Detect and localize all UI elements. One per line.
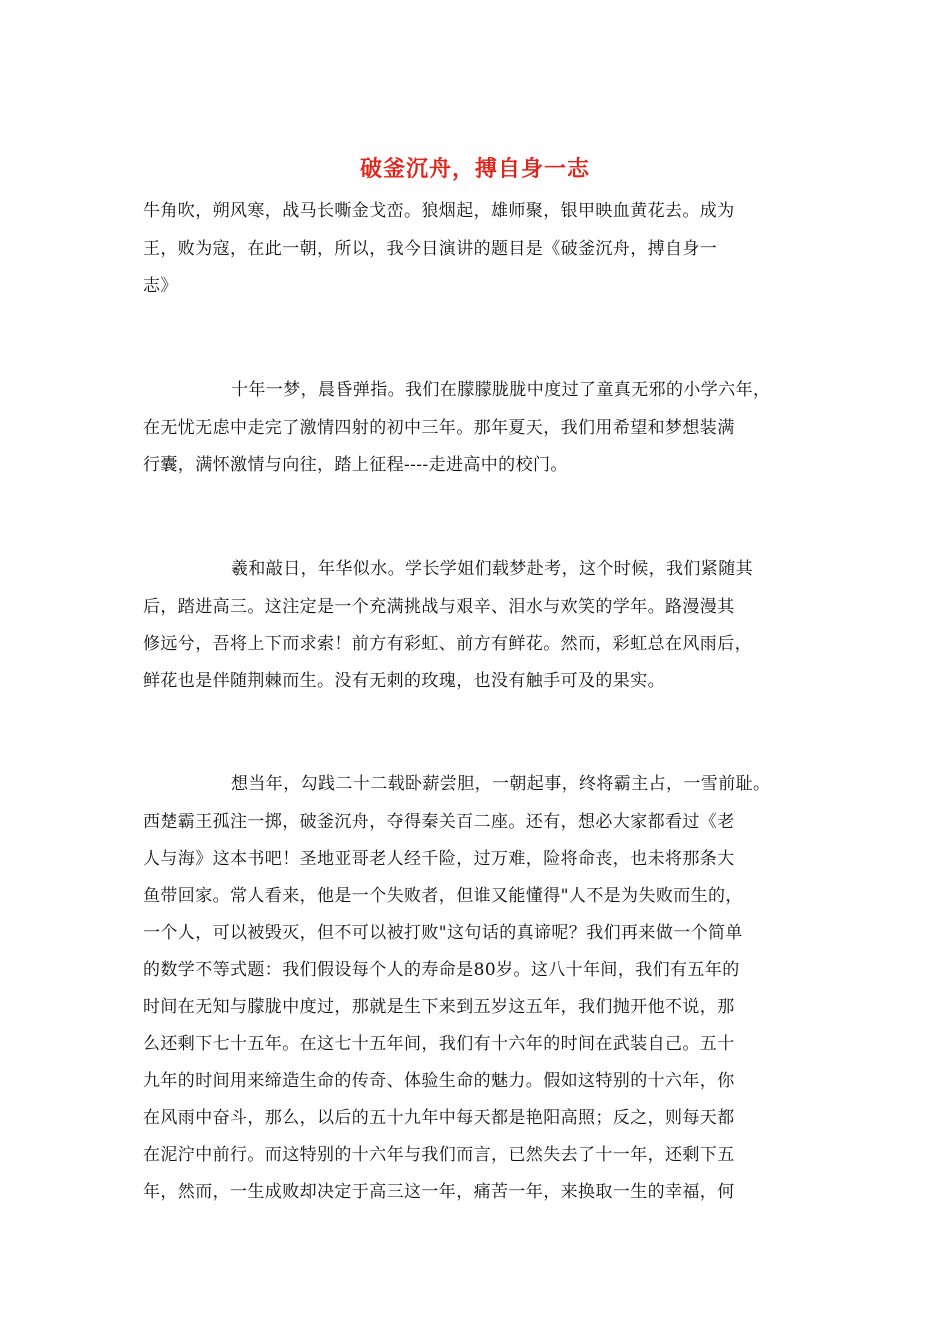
paragraph-4-line-9: 九年的时间用来缔造生命的传奇、体验生命的魅力。假如这特别的十六年，你 <box>143 1071 735 1091</box>
paragraph-4-line-7: 时间在无知与朦胧中度过，那就是生下来到五岁这五年，我们抛开他不说，那 <box>143 997 735 1017</box>
paragraph-4-line-11: 在泥泞中前行。而这特别的十六年与我们而言，已然失去了十一年，还剩下五 <box>143 1145 735 1165</box>
paragraph-4-line-6: 的数学不等式题：我们假设每个人的寿命是80岁。这八十年间，我们有五年的 <box>143 960 740 980</box>
paragraph-3-line-4: 鲜花也是伴随荆棘而生。没有无刺的玫瑰，也没有触手可及的果实。 <box>143 671 665 691</box>
paragraph-1-line-3: 志》 <box>143 276 178 296</box>
paragraph-4-line-10: 在风雨中奋斗，那么，以后的五十九年中每天都是艳阳高照；反之，则每天都 <box>143 1108 735 1128</box>
paragraph-3-line-1: 羲和敲日，年华似水。学长学姐们载梦赴考，这个时候，我们紧随其 <box>231 559 753 579</box>
paragraph-4-line-4: 鱼带回家。常人看来，他是一个失败者，但谁又能懂得"人不是为失败而生的， <box>143 886 743 906</box>
paragraph-1-line-1: 牛角吹，朔风寒，战马长嘶金戈峦。狼烟起，雄师聚，银甲映血黄花去。成为 <box>143 201 735 221</box>
paragraph-2-line-1: 十年一梦，晨昏弹指。我们在朦朦胧胧中度过了童真无邪的小学六年， <box>231 380 771 400</box>
paragraph-3-line-2: 后，踏进高三。这注定是一个充满挑战与艰辛、泪水与欢笑的学年。路漫漫其 <box>143 597 735 617</box>
paragraph-4-line-5: 一个人，可以被毁灭，但不可以被打败"这句话的真谛呢？我们再来做一个简单 <box>143 923 743 943</box>
paragraph-4-line-3: 人与海》这本书吧！圣地亚哥老人经千险，过万难，险将命丧，也未将那条大 <box>143 849 735 869</box>
paragraph-4-line-8: 么还剩下七十五年。在这七十五年间，我们有十六年的时间在武装自己。五十 <box>143 1034 735 1054</box>
paragraph-4-line-12: 年，然而，一生成败却决定于高三这一年，痛苦一年，来换取一生的幸福，何 <box>143 1182 735 1202</box>
paragraph-1-line-2: 王，败为寇，在此一朝，所以，我今日演讲的题目是《破釜沉舟，搏自身一 <box>143 239 718 259</box>
paragraph-3-line-3: 修远兮，吾将上下而求索！前方有彩虹、前方有鲜花。然而，彩虹总在风雨后， <box>143 634 752 654</box>
paragraph-4-line-2: 西楚霸王孤注一掷，破釜沉舟，夺得秦关百二座。还有，想必大家都看过《老 <box>143 812 735 832</box>
paragraph-2-line-2: 在无忧无虑中走完了激情四射的初中三年。那年夏天，我们用希望和梦想装满 <box>143 418 735 438</box>
document-title: 破釜沉舟，搏自身一志 <box>359 156 590 182</box>
paragraph-2-line-3: 行囊，满怀激情与向往，踏上征程----走进高中的校门。 <box>143 455 568 475</box>
paragraph-4-line-1: 想当年，勾践二十二载卧薪尝胆，一朝起事，终将霸主占，一雪前耻。 <box>231 774 771 794</box>
